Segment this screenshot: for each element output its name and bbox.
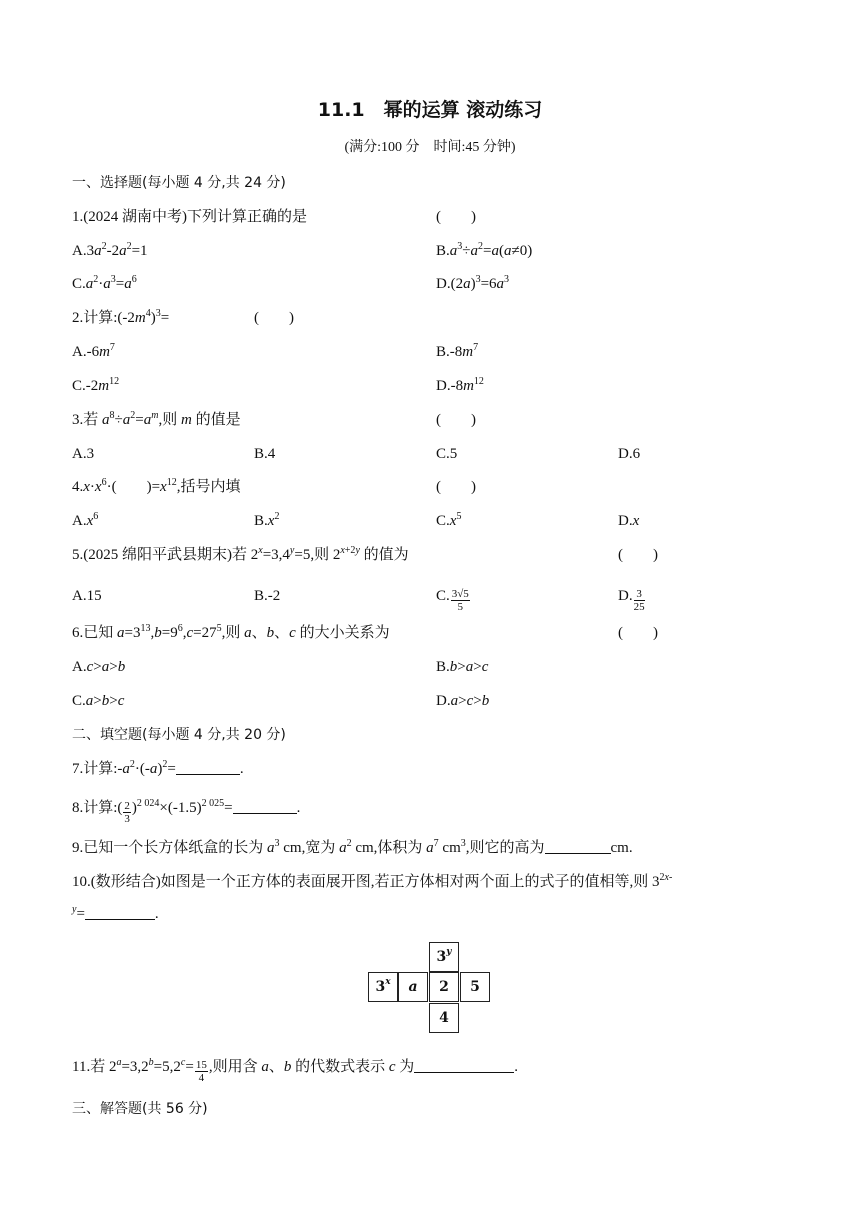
q2-option-b: $B.-8m^7$ [436,342,479,360]
cube-net-figure [368,942,491,1034]
question-5-stem: 5.(2025 绵阳平武县期末)若 $2^x=3,4^y=5$,则 $2^{x+2y}$ 的值为 [72,545,409,563]
answer-bracket: ( ) [618,547,658,563]
net-face-1: 3$^x$ [368,972,398,1002]
answer-bracket: ( ) [436,412,476,428]
net-face-2: a [398,972,428,1002]
question-1-stem: 1.(2024 湖南中考)下列计算正确的是 [72,209,307,225]
q5-option-a: A.15 [72,588,102,604]
q2-option-c: $C.-2m^{12}$ [72,376,120,394]
q6-option-d: D.a>c>b [436,693,490,709]
q1-option-c: $C.a^2\cdot a^3=a^6$ [72,274,137,292]
question-7: 7.计算$:-a^2\cdot(-a)^2=$ . [72,759,244,777]
section-heading-fill: 二、填空题(每小题 4 分,共 20 分) [72,727,286,743]
q4-option-b: $B.x^2$ [254,511,280,529]
exam-info: (满分:100 分 时间:45 分钟) [344,140,516,155]
answer-bracket: ( ) [254,310,294,326]
net-face-bottom: 4 [429,1003,459,1033]
question-3-stem: 3.若 $a^8\div a^2=a^m$,则 m 的值是 [72,410,241,428]
q1-option-d: $D.(2a)^3=6a^3$ [436,274,510,292]
answer-bracket: ( ) [436,479,476,495]
net-face-top: 3$^y$ [429,942,459,972]
question-11: 11.若 $2^a=3,2^b=5,2^c=$ $\frac{15}{4}$ ,则用含 a、b 的代数式表示 c 为 . [72,1057,519,1084]
q4-option-a: $A.x^6$ [72,511,99,529]
q3-option-d: D.6 [618,446,641,462]
q1-option-a: $A.3a^2-2a^2=1$ [72,241,148,259]
question-4-stem: $4.x\cdot x^6\cdot$( )$=x^{12}$,括号内填 [72,477,241,495]
section-heading-solve: 三、解答题(共 56 分) [72,1101,208,1117]
q3-option-c: C.5 [436,446,458,462]
q5-option-b: B.-2 [254,588,281,604]
q5-option-c: C. $\frac{3√5}{5}$ [436,588,469,613]
q6-option-c: C.a>b>c [72,693,125,709]
question-8: 8.计算:( $\frac{2}{3}$ )$^{2 024}\times(-1.5)^{2 025}=$ . [72,798,301,825]
q1-option-b: $B.a^3\div a^2=a(a\ne 0)$ [436,241,533,259]
question-6-stem: 6.已知 $a=3^{13},b=9^6,c=27^5$,则 a、b、c 的大小关系为 [72,623,390,641]
section-heading-choice: 一、选择题(每小题 4 分,共 24 分) [72,175,286,191]
net-face-4: 5 [460,972,490,1002]
net-face-3: 2 [429,972,459,1002]
answer-bracket: ( ) [618,625,658,641]
q6-option-a: A.c>a>b [72,659,126,675]
question-2-stem: 2.计算$:(-2m^4)^3=$ [72,308,170,326]
question-10-line2: $^y$= . [72,904,159,922]
q6-option-b: B.b>a>c [436,659,489,675]
q3-option-a: A.3 [72,446,95,462]
answer-bracket: ( ) [436,209,476,225]
q2-option-a: $A.-6m^7$ [72,342,115,360]
q5-option-d: D. $\frac{3}{25}$ [618,588,645,613]
q4-option-c: $C.x^5$ [436,511,462,529]
q4-option-d: D.x [618,513,640,529]
page-title: 11.1 幂的运算 滚动练习 [317,99,543,121]
question-10-line1: 10.(数形结合)如图是一个正方体的表面展开图,若正方体相对两个面上的式子的值相等,则 $3^{2x-}$ [72,872,673,890]
q2-option-d: $D.-8m^{12}$ [436,376,484,394]
question-9: 9.已知一个长方体纸盒的长为 $a^3$ cm,宽为 $a^2$ cm,体积为 $a^7$ $cm^3$,则它的高为 cm. [72,838,633,856]
q3-option-b: B.4 [254,446,276,462]
